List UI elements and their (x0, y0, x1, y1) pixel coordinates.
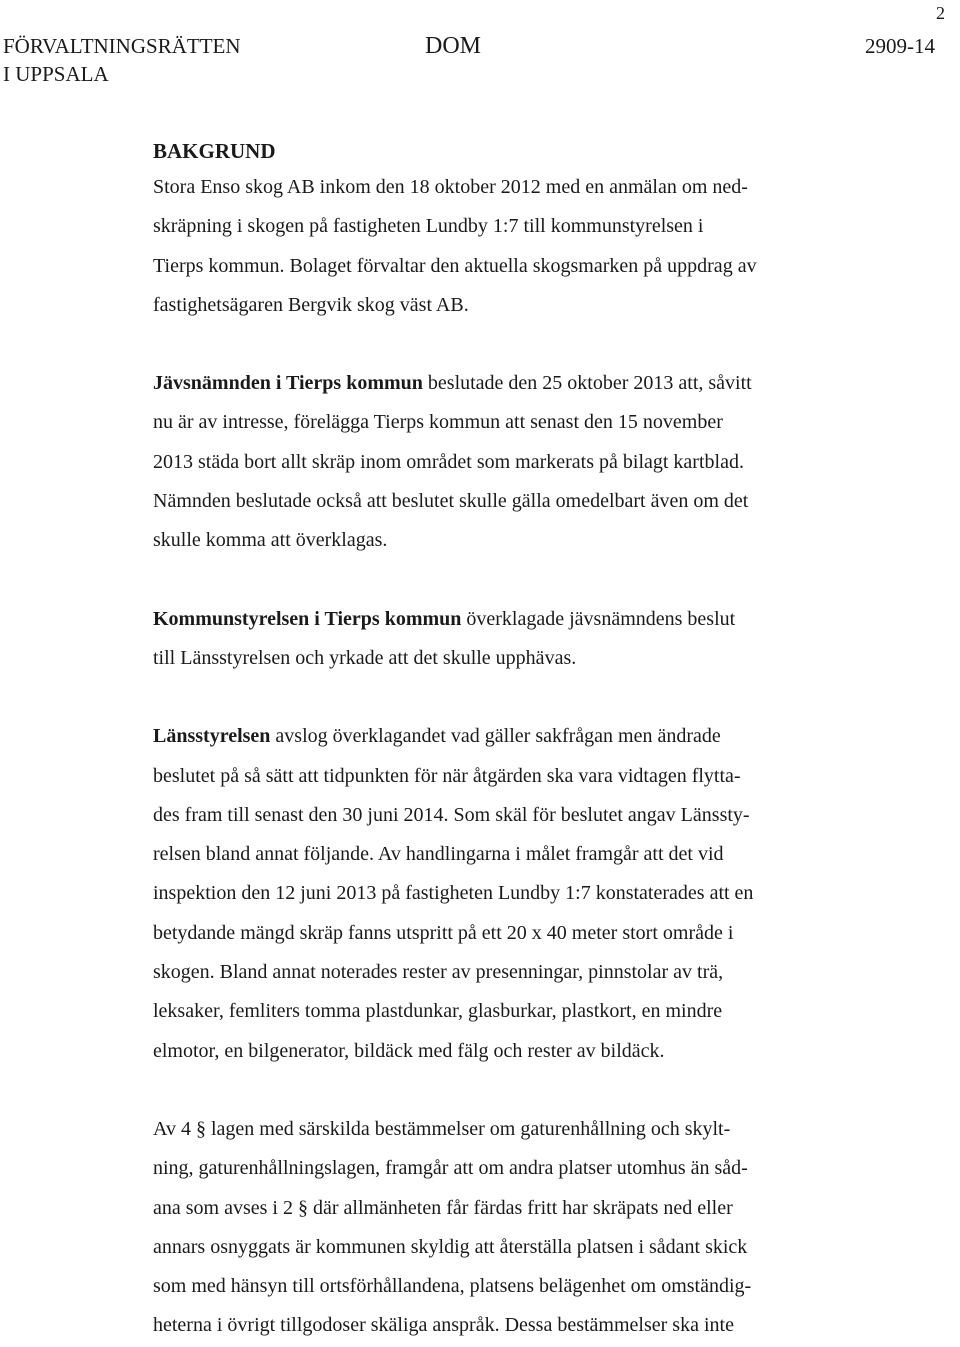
document-body (153, 134, 853, 1346)
section-title: BAKGRUND (153, 139, 276, 163)
paragraph (153, 1110, 853, 1346)
line-text: Av 4 § lagen med särskilda bestämmelser om gaturenhållning och skylt- (153, 1117, 731, 1140)
line-text: 2013 städa bort allt skräp inom området som markerats på bilagt kartblad. (153, 450, 744, 473)
paragraph (153, 364, 853, 560)
line-text: skulle komma att överklagas. (153, 529, 388, 552)
text-line (153, 1306, 853, 1345)
line-text: betydande mängd skräp fanns utspritt på ett 20 x 40 meter stort område i (153, 921, 734, 944)
line-text: relsen bland annat följande. Av handlingarna i målet framgår att det vid (153, 843, 724, 866)
text-line (153, 796, 853, 835)
line-text: beslutade den 25 oktober 2013 att, såvitt (422, 372, 752, 395)
line-text: beslutet på så sätt att tidpunkten för när åtgärden ska vara vidtagen flytta- (153, 764, 741, 787)
text-line (153, 835, 853, 874)
text-line (153, 874, 853, 913)
paragraph-list (153, 168, 853, 1346)
line-text: nu är av intresse, förelägga Tierps kommun att senast den 15 november (153, 411, 723, 434)
line-text: ning, gaturenhållningslagen, framgår att om andra platser utomhus än såd- (153, 1157, 748, 1180)
line-text: som med hänsyn till ortsförhållandena, platsens belägenhet om omständig- (153, 1275, 752, 1298)
line-text: leksaker, femliters tomma plastdunkar, glasburkar, plastkort, en mindre (153, 1000, 723, 1023)
text-line (153, 992, 853, 1031)
paragraph-lead: Länsstyrelsen (153, 725, 271, 748)
text-line (153, 482, 853, 521)
paragraph (153, 717, 853, 1071)
text-line (153, 953, 853, 992)
text-line (153, 443, 853, 482)
text-line (153, 286, 853, 325)
text-line (153, 207, 853, 246)
court-name-line2: I UPPSALA (3, 62, 109, 86)
paragraph (153, 168, 853, 325)
text-line (153, 1149, 853, 1188)
text-line (153, 639, 853, 678)
text-line (153, 364, 853, 403)
line-text: överklagade jävsnämndens beslut (461, 607, 736, 630)
document-date: 2909-14 (865, 34, 935, 58)
text-line (153, 1267, 853, 1306)
line-text: inspektion den 12 juni 2013 på fastigheten Lundby 1:7 konstaterades att en (153, 882, 754, 905)
page-number: 2 (936, 3, 945, 23)
line-text: Stora Enso skog AB inkom den 18 oktober 2012 med en anmälan om ned- (153, 176, 748, 198)
line-text: elmotor, en bilgenerator, bildäck med fälg och rester av bildäck. (153, 1039, 665, 1062)
line-text: skogen. Bland annat noterades rester av presenningar, pinnstolar av trä, (153, 961, 724, 984)
text-line (153, 403, 853, 442)
paragraph (153, 600, 853, 679)
line-text: avslog överklagandet vad gäller sakfrågan men ändrade (270, 725, 721, 748)
text-line (153, 717, 853, 756)
text-line (153, 247, 853, 286)
text-line (153, 168, 853, 207)
line-text: fastighetsägaren Bergvik skog väst AB. (153, 293, 469, 316)
text-line (153, 914, 853, 953)
line-text: annars osnyggats är kommunen skyldig att återställa platsen i sådant skick (153, 1235, 748, 1258)
text-line (153, 600, 853, 639)
line-text: Nämnden beslutade också att beslutet skulle gälla omedelbart även om det (153, 490, 749, 513)
line-text: heterna i övrigt tillgodoser skäliga anspråk. Dessa bestämmelser ska inte (153, 1314, 734, 1337)
text-line (153, 1189, 853, 1228)
court-name-line1: FÖRVALTNINGSRÄTTEN (3, 34, 241, 58)
line-text: Tierps kommun. Bolaget förvaltar den aktuella skogsmarken på uppdrag av (153, 254, 757, 277)
line-text: des fram till senast den 30 juni 2014. Som skäl för beslutet angav Länssty- (153, 803, 750, 826)
text-line (153, 1032, 853, 1071)
text-line (153, 1228, 853, 1267)
paragraph-lead: Jävsnämnden i Tierps kommun (153, 372, 423, 395)
line-text: ana som avses i 2 § där allmänheten får färdas fritt har skräpats ned eller (153, 1196, 733, 1219)
text-line (153, 757, 853, 796)
paragraph-lead: Kommunstyrelsen i Tierps kommun (153, 607, 462, 630)
line-text: till Länsstyrelsen och yrkade att det skulle upphävas. (153, 646, 577, 669)
document-type: DOM (425, 33, 482, 59)
text-line (153, 521, 853, 560)
text-line (153, 1110, 853, 1149)
line-text: skräpning i skogen på fastigheten Lundby 1:7 till kommunstyrelsen i (153, 215, 704, 238)
